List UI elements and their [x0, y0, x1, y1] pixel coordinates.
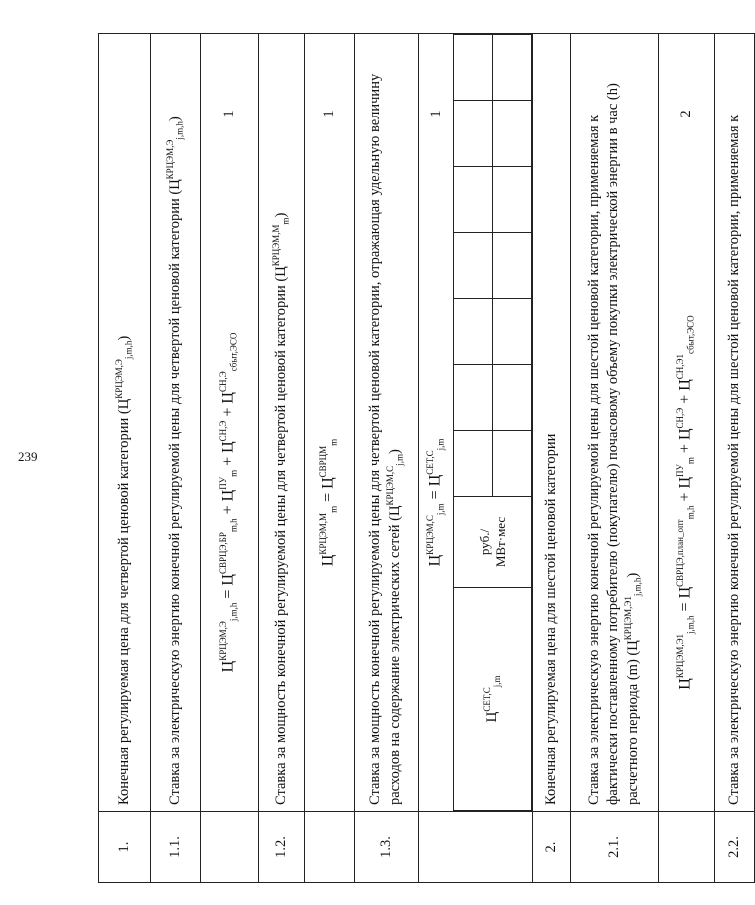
table-row — [715, 34, 755, 883]
table-row — [259, 34, 305, 883]
table-row — [355, 34, 419, 883]
row-number-empty — [419, 812, 533, 883]
formula-reference: 2 — [678, 110, 695, 118]
row-text: Ставка за электрическую энергию конечной регулируемой цены для четвертой ценовой категории $(Ц^{КРЦЭМ,Э}_{j,m,h})$ — [151, 34, 201, 812]
row-number-empty — [659, 812, 715, 883]
table-row — [419, 34, 533, 883]
table-row — [571, 34, 659, 883]
row-text: Ставка за мощность конечной регулируемой цены для четвертой ценовой категории $(Ц^{КРЦЭМ,М}_m)$ — [259, 34, 305, 812]
unit-grid-row — [454, 35, 493, 811]
table-row — [305, 34, 355, 883]
unit-grid-cell — [454, 365, 493, 431]
row-text: Конечная регулируемая цена для четвертой ценовой категории $(Ц^{КРЦЭМ,Э}_{j,m,h})$ — [99, 34, 151, 812]
formula-cell — [201, 34, 259, 812]
row-number: 1.3. — [355, 812, 419, 883]
row-text: Ставка за мощность конечной регулируемой цены для четвертой ценовой категории, отражающая удельную величину расходов на содержание электрических сетей $(Ц^{КРЦЭМ,С}_{j,m})$ — [355, 34, 419, 812]
unit-grid-cell — [454, 299, 493, 365]
row-text: Конечная регулируемая цена для шестой ценовой категории — [533, 34, 571, 812]
unit-grid-cell — [493, 233, 532, 299]
unit-grid-cell — [493, 365, 532, 431]
unit-grid-cell — [493, 167, 532, 233]
row-number-empty — [201, 812, 259, 883]
tariff-table — [98, 33, 755, 883]
row-number-empty — [305, 812, 355, 883]
row-number: 1.1. — [151, 812, 201, 883]
row-number: 2.2. — [715, 812, 755, 883]
unit-grid — [453, 34, 532, 811]
formula-reference: 1 — [427, 110, 444, 118]
unit-grid-cell — [493, 101, 532, 167]
row-number: 1. — [99, 812, 151, 883]
row-text: Ставка за электрическую энергию конечной регулируемой цены для шестой ценовой категории, применяемая к фактически поставленному потребителю (покупателю) почасовому объему покупки электрической энергии в час (h) расчетного периода (m) $(Ц^{КРЦЭМ,Э1}_{j,m,h})$ — [571, 34, 659, 812]
formula: $Ц^{КРЦЭМ,Э1}_{j,m,h} = Ц^{СВРЦЭ,план\_опт}_{m,h} + Ц^{ПУ}_m + Ц^{СН,Э} + Ц^{СН,Э1}_{сбыт,ЭСО}$ — [675, 315, 696, 690]
unit-grid-cell — [454, 35, 493, 101]
table-row — [99, 34, 151, 883]
table-row — [151, 34, 201, 883]
formula-reference: 1 — [321, 110, 338, 118]
row-text: Ставка за электрическую энергию конечной регулируемой цены для шестой ценовой категории, применяемая к — [715, 34, 755, 812]
table-row — [533, 34, 571, 883]
unit-grid-symbol: $Ц^{СЕТ,С}_{j,m}$ — [454, 588, 532, 811]
row-number: 2. — [533, 812, 571, 883]
unit-grid-cell — [493, 299, 532, 365]
formula-cell — [305, 34, 355, 812]
formula: $Ц^{КРЦЭМ,М}_m = Ц^{СВРЦМ}_m$ — [318, 438, 339, 567]
unit-label: руб./ МВт·мес — [454, 497, 532, 588]
formula: $Ц^{КРЦЭМ,Э}_{j,m,h} = Ц^{СВРЦЭ,БР}_{m,h} + Ц^{ПУ}_m + Ц^{СН,Э} + Ц^{СН,Э}_{сбыт,ЭСО}$ — [218, 332, 239, 673]
formula-reference: 1 — [221, 110, 238, 118]
unit-grid-cell — [454, 233, 493, 299]
unit-grid-cell — [493, 35, 532, 101]
formula-cell — [659, 34, 715, 812]
unit-grid-cell — [493, 431, 532, 497]
page-number: 239 — [18, 449, 38, 464]
table-row — [659, 34, 715, 883]
formula-cell — [419, 34, 533, 812]
unit-grid-cell — [454, 101, 493, 167]
row-number: 2.1. — [571, 812, 659, 883]
row-number: 1.2. — [259, 812, 305, 883]
rotated-table-container — [98, 33, 743, 883]
formula: $Ц^{КРЦЭМ,С}_{j,m} = Ц^{СЕТ,С}_{j,m}$ — [424, 438, 446, 567]
unit-grid-cell — [454, 431, 493, 497]
table-row — [201, 34, 259, 883]
unit-grid-cell — [454, 167, 493, 233]
